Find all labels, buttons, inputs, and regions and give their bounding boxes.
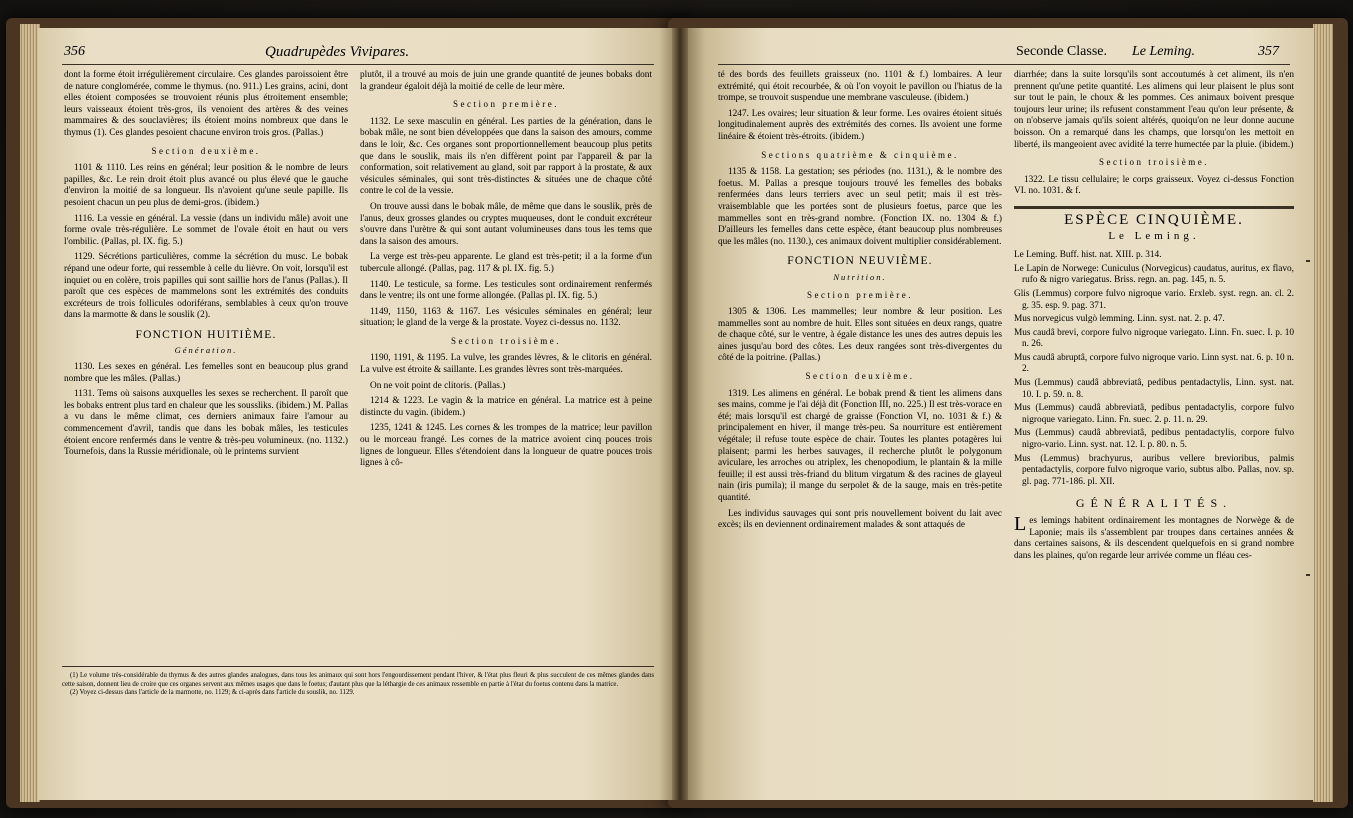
paragraph: plutôt, il a trouvé au mois de juin une grande quantité de jeunes bobaks dont la grandeur égaloit déjà la moitié de celle de leur mère. — [360, 70, 652, 92]
paragraph: 1101 & 1110. Les reins en général; leur position & le nombre de leurs papilles, &c. Le rein droit étoit plus avancé ou plus élevé que le gauche d'environ la moitié de sa longueur. Ils n'avoient qu'une seule papille. Ils pesoient chacun un peu plus de demi-gros. (ibidem.) — [64, 163, 348, 208]
paragraph: 1129. Sécrétions particulières, comme la sécrétion du musc. Le bobak répand une odeur forte, qui ressemble à celle du lièvre. On voit, lorsqu'il est inquiet ou en colère, trois papilles qui sont saillie hors de l'anus (Pallas.). Il paroît que ces espèces de mammelons sont les extrémités des conduits excréteurs de trois follicules odoriférans, semblables à ceux qu'on trouve dans la marmotte & dans le souslik (2). — [64, 252, 348, 321]
section-heading: Section troisième. — [451, 335, 561, 346]
right-page-number: 357 — [1258, 44, 1279, 59]
right-running-title: Le Leming. — [1132, 44, 1195, 59]
paragraph: Les lemings habitent ordinairement les montagnes de Norwège & de Laponie; mais ils s'assemblent par troupes dans certaines années & dans certaines saisons, & ils descendent quelquefois en si grand nombre dans les plaines, qu'on regarde leur arrivée comme un fléau ces- — [1014, 513, 1294, 561]
generalities-heading: GÉNÉRALITÉS. — [1075, 496, 1233, 511]
synonym-reference: Mus (Lemmus) caudâ abbreviatâ, pedibus pentadactylis, Linn. syst. nat. 10. I. p. 59. n. 8. — [1014, 378, 1294, 400]
right-running-class: Seconde Classe. — [1016, 44, 1107, 59]
footnote: (2) Voyez ci-dessus dans l'article de la marmotte, no. 1129; & ci-après dans l'article du souslik, no. 1129. — [70, 689, 355, 697]
paragraph: 1131. Tems où saisons auxquelles les sexes se recherchent. Il paroît que les bobaks entrent plus tard en chaleur que les soussliks. (ibidem.) M. Pallas a vu dans le même climat, ces derniers animaux faire l'amour au commencement d'avril, tandis que dans les bobak mâles, les testicules étoient encore renfermés dans le ventre & très-peu volumineux. (no. 1132.) Tournefois, dans la Russie méridionale, où le printems survient — [64, 389, 348, 458]
paragraph: On ne voit point de clitoris. (Pallas.) — [370, 380, 506, 391]
section-heading: Section troisième. — [1099, 157, 1209, 168]
synonym-reference: Mus caudâ brevi, corpore fulvo nigroque variegato. Linn. Fn. suec. I. p. 10 n. 26. — [1014, 327, 1294, 350]
book-gutter — [672, 28, 688, 800]
paragraph: 1319. Les alimens en général. Le bobak prend & tient les alimens dans ses mains, comme je l'ai déjà dit (Fonction III, no. 225.) Il est très-vorace en été; mais lorsqu'il est chargé de graisse (Fonction VI, no. 1031 & f.) & principalement en hiver, il mange très-peu. Sa nourriture est entièrement végétale; il refuse toute espèce de chair. Toutes les plantes potagères lui plaisent; parmi les herbes sauvages, il recherche plutôt le polygonum aviculare, les arroches ou atriplex, les chenopodium, le plantain & la mille feuille; il est aussi très-friand du blitum virgatum & des racines de glayeul nain (iris pumila); il mange du serpolet & de la sauge, mais en très-petite quantité. — [718, 388, 1002, 503]
edge-mark — [1306, 574, 1310, 576]
paragraph: dont la forme étoit irrégulièrement circulaire. Ces glandes paroissoient être de nature conglomérée, comme le thymus. (no. 911.) Les grains, acini, dont elles étoient composées se trouvoient réunis plus étroitement ensemble; leurs vaisseaux étoient très-gros, ils venoient des artères & des veines mammaires & des souclavières; ils étoient moins nombreux que dans le thymus (1). Ces glandes pesoient chacune environ trois gros. (Pallas.) — [64, 70, 348, 138]
right-column-2 — [1014, 70, 1294, 798]
footnotes — [62, 672, 654, 698]
species-name: Le Leming. — [1108, 229, 1200, 242]
paragraph: 1132. Le sexe masculin en général. Les parties de la génération, dans le bobak mâle, ne sont bien développées que dans la saison des amours, comme dans le loir, &c. Ces organes sont proportionnellement beaucoup plus petits que dans le souslik, mais ils n'en diffèrent point par l'appareil & par la conformation, soit relativement au gland, soit par rapport à la prostate, & aux vésicules séminales, qui sont très-distinctes & situées une de chaque côté contre le col de la vessie. — [360, 116, 652, 197]
species-heading: ESPÈCE CINQUIÈME. — [1064, 211, 1244, 228]
right-head-rule — [718, 64, 1290, 65]
page-edges-left — [20, 24, 40, 802]
section-divider — [1014, 206, 1294, 209]
footnote-rule — [62, 666, 654, 667]
function-heading: FONCTION HUITIÈME. — [135, 328, 277, 341]
subheading: Génération. — [174, 345, 238, 356]
synonym-reference: Mus norvegicus vulgò lemming. Linn. syst. nat. 2. p. 47. — [1014, 314, 1225, 325]
synonym-reference: Mus caudâ abruptâ, corpore fulvo nigroque vario. Linn syst. nat. 6. p. 10 n. 2. — [1014, 352, 1294, 375]
section-heading: Section première. — [807, 289, 913, 300]
synonym-reference: Glis (Lemmus) corpore fulvo nigroque vario. Erxleb. syst. regn. an. cl. 2. g. 35. esp. 9. pag. 371. — [1014, 288, 1294, 311]
function-heading: FONCTION NEUVIÈME. — [787, 255, 933, 268]
paragraph: 1247. Les ovaires; leur situation & leur forme. Les ovaires étoient situés longitudinalement auprès des extrémités des cornes. Ils avoient une forme linéaire & étoient très-étroits. (ibidem.) — [718, 108, 1002, 142]
paragraph: 1149, 1150, 1163 & 1167. Les vésicules séminales en général; leur situation; le gland de la verge & la prostate. Voyez ci-dessus no. 1132. — [360, 306, 652, 329]
paragraph: On trouve aussi dans le bobak mâle, de même que dans le souslik, près de l'anus, deux grosses glandes ou cryptes muqueuses, dont le conduit excréteur s'ouvre dans l'urètre & qui sont autant volumineuses dans tous les tems que dans la saison des amours. — [360, 201, 652, 247]
paragraph: té des bords des feuillets graisseux (no. 1101 & f.) lombaires. A leur extrémité, qui étoit recourbée, & où l'on voyoit le pavillon ou l'hiatus de la trompe, se trouvoit suspendue une membrane vasculeuse. (ibidem.) — [718, 70, 1002, 104]
section-heading: Section première. — [453, 99, 559, 110]
left-head-rule — [62, 64, 654, 65]
section-heading: Section deuxième. — [151, 145, 261, 156]
paragraph: 1135 & 1158. La gestation; ses périodes (no. 1131.), & le nombre des foetus. M. Pallas a presque toujours trouvé les femelles des bobaks renfermées dans leurs terriers avec un seul petit; mais il est très-vraisemblable que les portées sont de plusieurs foetus, parce que les mammelles sont en très-grand nombre. (Fonction IX. no. 1304 & f.) D'ailleurs les femelles dans cette espèce, étant beaucoup plus nombreuses que les mâles (no. 1130.), ces animaux doivent multiplier considérablement. — [718, 167, 1002, 247]
paragraph: 1190, 1191, & 1195. La vulve, les grandes lèvres, & le clitoris en général. La vulve est étroite & saillante. Les grandes lèvres sont très-marquées. — [360, 353, 652, 376]
synonym-reference: Mus (Lemmus) caudâ abbreviatâ, pedibus pentadactylis, corpore fulvo nigroque variegato. Linn. Fn. suec. 2. p. 11. n. 29. — [1014, 403, 1294, 425]
edge-mark — [1306, 260, 1310, 262]
subheading: Nutrition. — [833, 271, 887, 282]
left-column-2 — [360, 70, 652, 660]
left-page-number: 356 — [64, 44, 85, 59]
footnote: (1) Le volume très-considérable du thymus & des autres glandes analogues, dans tous les animaux qui sont hors l'engourdissement pendant l'hiver, & l'état plus fleuri & plus succulent de ces mêmes glandes dans cette saison, donnent lieu de croire que ces organes servent aux mêmes usages que dans le foetus; d'autant plus que la léthargie de ces animaux ressemble en partie à l'état du foetus contenu dans la matrice. — [62, 672, 654, 688]
paragraph: 1214 & 1223. Le vagin & la matrice en général. La matrice est à peine distincte du vagin. (ibidem.) — [360, 396, 652, 418]
paragraph: Les individus sauvages qui sont pris nouvellement boivent du lait avec excès; ils en deviennent ordinairement malades & sont attaqués de — [718, 508, 1002, 531]
paragraph: 1130. Les sexes en général. Les femelles sont en beaucoup plus grand nombre que les mâles. (Pallas.) — [64, 362, 348, 384]
paragraph: 1322. Le tissu cellulaire; le corps graisseux. Voyez ci-dessus Fonction VI. no. 1031. & f. — [1014, 174, 1294, 197]
paragraph: 1140. Le testicule, sa forme. Les testicules sont ordinairement renfermés dans le ventre; ils ont une forme allongée. (Pallas pl. IX. fig. 5.) — [360, 279, 652, 302]
left-column-1 — [64, 70, 348, 660]
synonym-reference: Mus (Lemmus) caudâ abbreviatâ, pedibus pentadactylis, corpore fulvo nigro-vario. Linn. syst. nat. 12. I. p. 80. n. 5. — [1014, 428, 1294, 451]
page-edges-right — [1313, 24, 1333, 802]
synonym-reference: Le Lapin de Norwege: Cuniculus (Norvegicus) caudatus, auritus, ex flavo, rufo & nigro variegatus. Briss. regn. an. pag. 145, n. 5. — [1014, 263, 1294, 286]
synonym-reference: Le Leming. Buff. hist. nat. XIII. p. 314. — [1014, 250, 1162, 261]
paragraph: La verge est très-peu apparente. Le gland est très-petit; il a la forme d'un tubercule allongé. (Pallas, pag. 117 & pl. IX. fig. 5.) — [360, 252, 652, 274]
right-column-1 — [718, 70, 1002, 798]
paragraph: diarrhée; dans la suite lorsqu'ils sont accoutumés à cet aliment, ils n'en prennent qu'une petite quantité. Les alimens qui leur plaisent le plus sont sur tout le pain, le choux & les pommes. Ces animaux boivent presque toujours leur urine; ils refusent constamment l'eau qu'on leur présente, & on n'observe jamais qu'ils soient altérés, quoiqu'on ne leur donne aucune boisson. On a remarqué dans les champs, que lorsqu'on les mettoit en liberté, ils mangeoient avec avidité la terre humectée par la pluie. (ibidem.) — [1014, 70, 1294, 150]
paragraph: 1116. La vessie en général. La vessie (dans un individu mâle) avoit une forme ovale très-régulière. Le sommet de l'ovale étoit en haut ou vers l'ombilic. (Pallas, pl. IX. fig. 5.) — [64, 213, 348, 247]
synonym-reference: Mus (Lemmus) brachyurus, auribus vellere brevioribus, palmis pentadactylis, corpore fulvo nigroque vario, subtus albo. Pallas, nov. sp. gl. pag. 771-186. pl. XII. — [1014, 453, 1294, 487]
section-heading: Section deuxième. — [805, 371, 915, 382]
paragraph: 1235, 1241 & 1245. Les cornes & les trompes de la matrice; leur pavillon ou le morceau frangé. Les cornes de la matrice avoient cinq pouces trois lignes de longueur. Elles s'étendoient dans la longueur de quatre pouces trois lignes à cô- — [360, 423, 652, 469]
left-running-title: Quadrupèdes Vivipares. — [265, 44, 410, 60]
section-heading: Sections quatrième & cinquième. — [761, 149, 959, 160]
paragraph: 1305 & 1306. Les mammelles; leur nombre & leur position. Les mammelles sont au nombre de huit. Elles sont situées en deux rangs, quatre de chaque côté, sur le ventre, à égale distance les unes des autres depuis les aines jusqu'au bord des côtes. Les deux rangées sont très-divergentes du côté de la poitrine. (Pallas.) — [718, 307, 1002, 364]
